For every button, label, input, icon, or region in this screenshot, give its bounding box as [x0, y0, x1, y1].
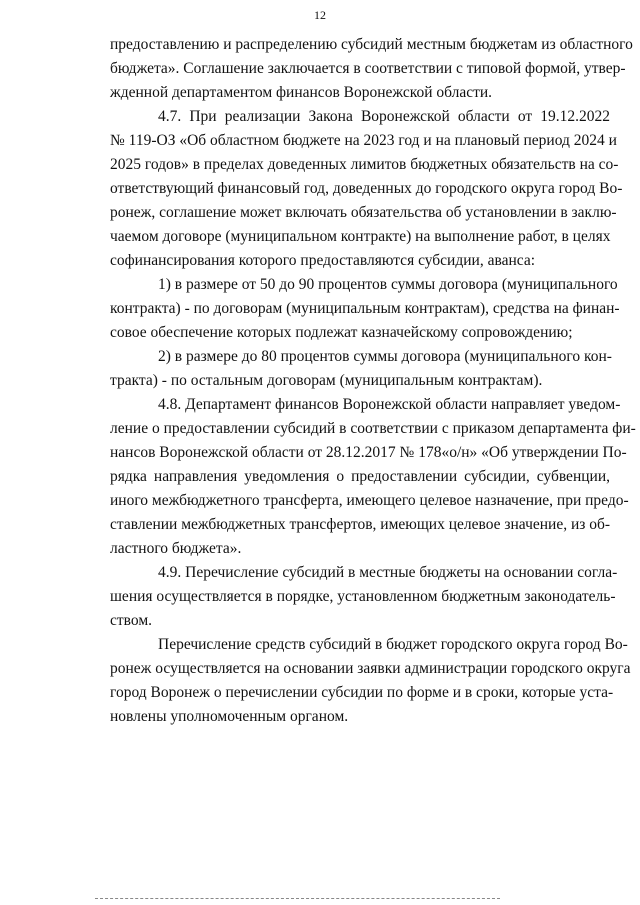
text-line: ством.: [110, 612, 153, 629]
page-number: 12: [314, 8, 326, 22]
text-line: 1) в размере от 50 до 90 процентов суммы договора (муниципального: [158, 276, 618, 293]
text-line: ластного бюджета».: [110, 540, 242, 557]
text-line: предоставлению и распределению субсидий местным бюджетам из областного: [110, 36, 633, 53]
text-line: ставлении межбюджетных трансфертов, имеющих целевое значение, из об-: [110, 516, 611, 533]
text-line: 4.7. При реализации Закона Воронежской области от 19.12.2022: [158, 108, 610, 125]
text-line: 2025 годов» в пределах доведенных лимитов бюджетных обязательств на со-: [110, 156, 619, 173]
text-line: шения осуществляется в порядке, установленном бюджетным законодатель-: [110, 588, 616, 605]
text-line: 4.9. Перечисление субсидий в местные бюджеты на основании согла-: [158, 564, 618, 581]
paragraph-item-1: [110, 273, 620, 345]
text-line: № 119-ОЗ «Об областном бюджете на 2023 год и на плановый период 2024 и: [110, 132, 617, 149]
text-line: чаемом договоре (муниципальном контракте) на выполнение работ, в целях: [110, 228, 611, 245]
text-line: рядка направления уведомления о предоставлении субсидии, субвенции,: [110, 468, 610, 485]
text-line: софинансирования которого предоставляются субсидии, аванса:: [110, 252, 536, 269]
text-line: 2) в размере до 80 процентов суммы договора (муниципального кон-: [158, 348, 612, 365]
paragraph-continuation: [110, 33, 633, 105]
paragraph-4-8: [110, 393, 636, 561]
paragraph-4-7: [110, 105, 623, 273]
text-line: контракта) - по договорам (муниципальным контрактам), средства на финан-: [110, 300, 620, 317]
paragraph-4-9: [110, 561, 618, 633]
text-line: жденной департаментом финансов Воронежской области.: [110, 84, 493, 101]
text-line: бюджета». Соглашение заключается в соответствии с типовой формой, утвер-: [110, 60, 626, 77]
text-line: ронеж осуществляется на основании заявки администрации городского округа: [110, 660, 631, 677]
text-line: совое обеспечение которых подлежат казначейскому сопровождению;: [110, 324, 573, 341]
text-line: ление о предоставлении субсидий в соответствии с приказом департамента фи-: [110, 420, 636, 437]
text-line: Перечисление средств субсидий в бюджет городского округа город Во-: [158, 636, 628, 653]
document-body: [110, 33, 636, 729]
text-line: тракта) - по остальным договорам (муниципальным контрактам).: [110, 372, 543, 389]
text-line: иного межбюджетного трансферта, имеющего целевое назначение, при предо-: [110, 492, 629, 509]
text-line: город Воронеж о перечислении субсидии по форме и в сроки, которые уста-: [110, 684, 614, 701]
text-line: нансов Воронежской области от 28.12.2017 № 178«о/н» «Об утверждении По-: [110, 444, 627, 461]
paragraph-item-2: [110, 345, 610, 393]
scan-edge-line: [95, 898, 500, 900]
paragraph-transfer: [110, 633, 631, 729]
text-line: 4.8. Департамент финансов Воронежской области направляет уведом-: [158, 396, 621, 413]
text-line: ответствующий финансовый год, доведенных до городского округа город Во-: [110, 180, 623, 197]
text-line: ронеж, соглашение может включать обязательства об установлении в заклю-: [110, 204, 617, 221]
text-line: новлены уполномоченным органом.: [110, 708, 349, 725]
